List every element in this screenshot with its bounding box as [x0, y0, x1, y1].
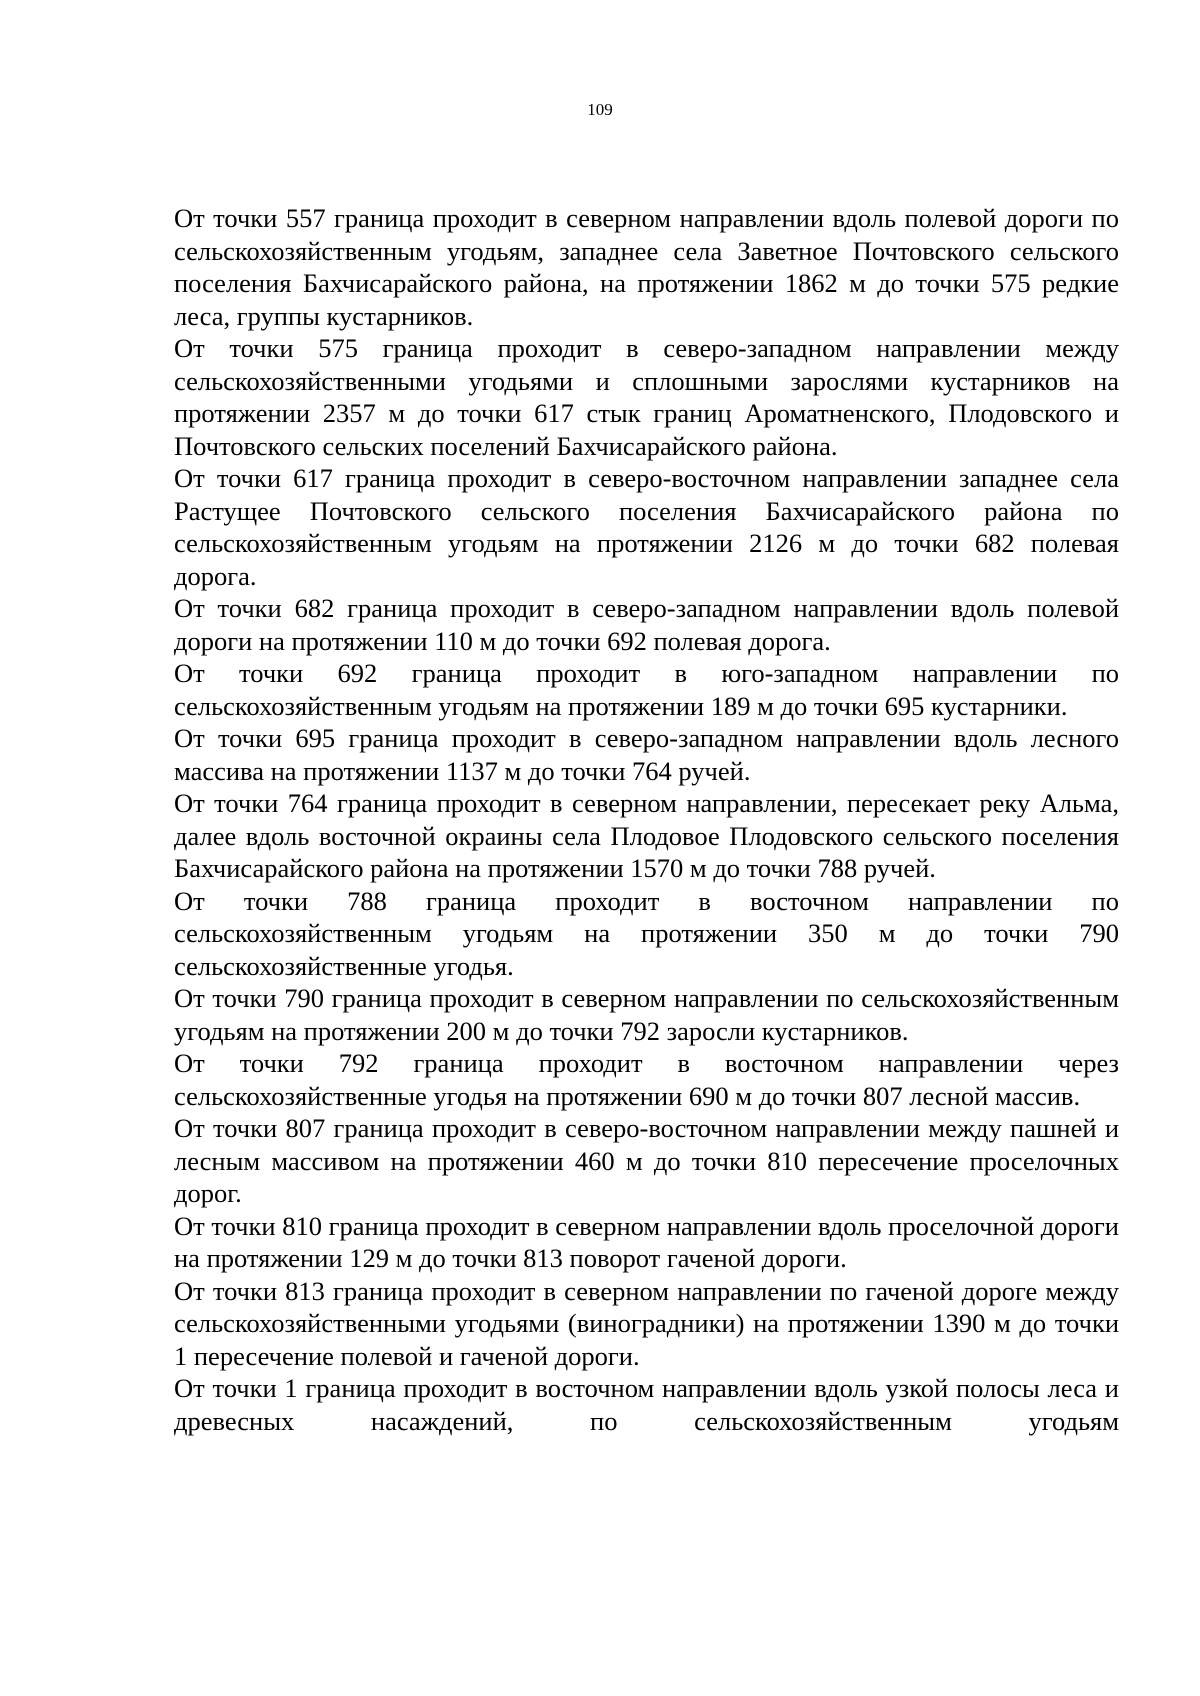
paragraph: От точки 807 граница проходит в северо-восточном направлении между пашней и лесным массивом на протяжении 460 м до точки 810 пересечение проселочных дорог.: [174, 1113, 1119, 1208]
paragraph: От точки 1 граница проходит в восточном направлении вдоль узкой полосы леса и древесных насаждений, по сельскохозяйственным угодьям: [174, 1373, 1119, 1436]
paragraph: От точки 575 граница проходит в северо-западном направлении между сельскохозяйственными угодьями и сплошными зарослями кустарников на протяжении 2357 м до точки 617 стык границ Ароматненского, Плодовского и Почтовского сельских поселений Бахчисарайского района.: [174, 333, 1119, 461]
page-number: 109: [587, 100, 613, 119]
paragraph: От точки 557 граница проходит в северном направлении вдоль полевой дороги по сельскохозяйственным угодьям, западнее села Заветное Почтовского сельского поселения Бахчисарайского района, на протяжении 1862 м до точки 575 редкие леса, группы кустарников.: [174, 203, 1119, 331]
paragraph: От точки 810 граница проходит в северном направлении вдоль проселочной дороги на протяжении 129 м до точки 813 поворот гаченой дороги.: [174, 1210, 1119, 1273]
paragraph: От точки 695 граница проходит в северо-западном направлении вдоль лесного массива на протяжении 1137 м до точки 764 ручей.: [174, 723, 1119, 786]
paragraph: От точки 788 граница проходит в восточном направлении по сельскохозяйственным угодьям на протяжении 350 м до точки 790 сельскохозяйственные угодья.: [174, 885, 1119, 981]
paragraph: От точки 682 граница проходит в северо-западном направлении вдоль полевой дороги на протяжении 110 м до точки 692 полевая дорога.: [174, 593, 1119, 656]
paragraph: От точки 813 граница проходит в северном направлении по гаченой дороге между сельскохозяйственными угодьями (виноградники) на протяжении 1390 м до точки 1 пересечение полевой и гаченой дороги.: [174, 1275, 1119, 1371]
paragraph: От точки 764 граница проходит в северном направлении, пересекает реку Альма, далее вдоль восточной окраины села Плодовое Плодовского сельского поселения Бахчисарайского района на протяжении 1570 м до точки 788 ручей.: [174, 788, 1119, 883]
paragraph: От точки 790 граница проходит в северном направлении по сельскохозяйственным угодьям на протяжении 200 м до точки 792 заросли кустарников.: [174, 983, 1119, 1046]
document-body: [174, 202, 1119, 1437]
paragraph: От точки 617 граница проходит в северо-восточном направлении западнее села Растущее Почтовского сельского поселения Бахчисарайского района по сельскохозяйственным угодьям на протяжении 2126 м до точки 682 полевая дорога.: [174, 463, 1119, 591]
paragraph: От точки 692 граница проходит в юго-западном направлении по сельскохозяйственным угодьям на протяжении 189 м до точки 695 кустарники.: [174, 658, 1119, 721]
paragraph: От точки 792 граница проходит в восточном направлении через сельскохозяйственные угодья на протяжении 690 м до точки 807 лесной массив.: [174, 1048, 1119, 1111]
